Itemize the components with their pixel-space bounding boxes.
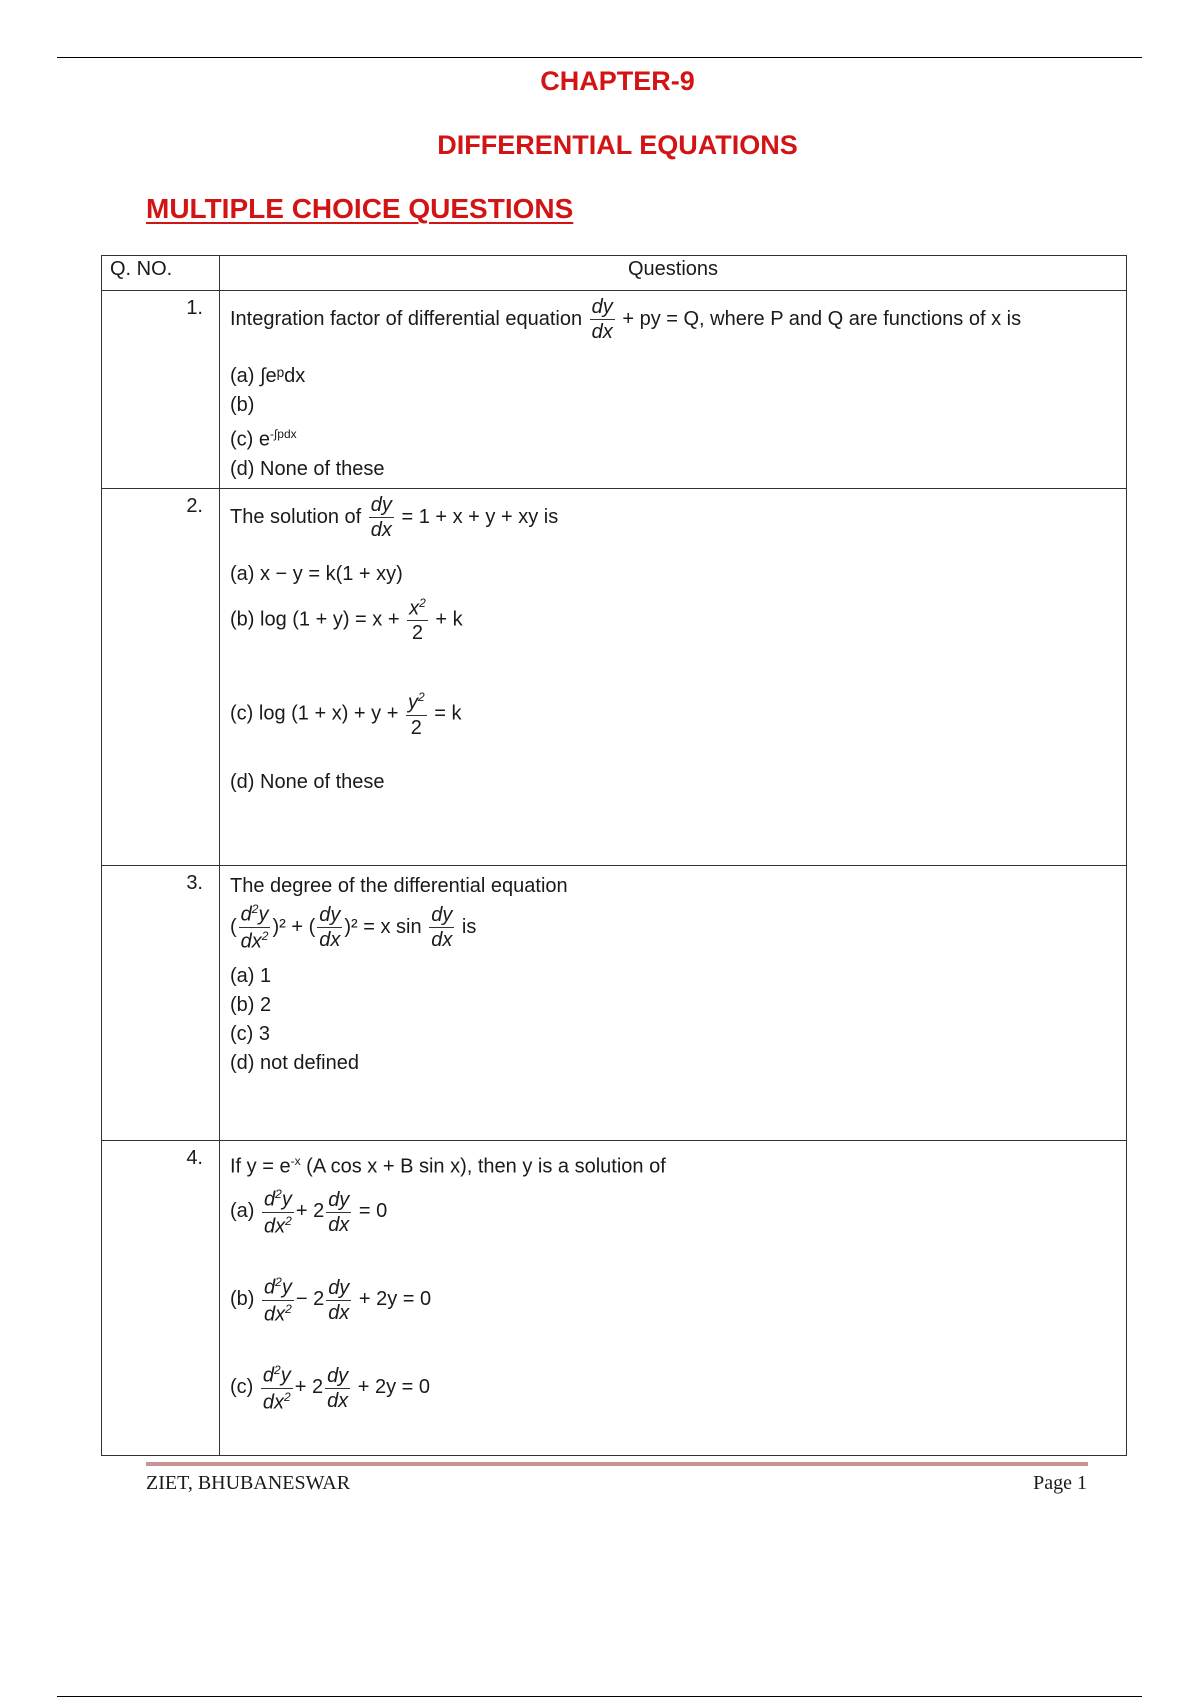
option-a: (a) x − y = k(1 + xy) (230, 562, 403, 585)
fraction: $\frac{d^2y}{dx^2}$ (264, 1274, 292, 1326)
option-b: (b) $\frac{d^2y}{dx^2}$ − 2 $\frac{dy}{dx}$ + 2y = 0 (230, 1274, 432, 1326)
qno-column-header: Q. NO. (102, 256, 220, 291)
question-text: The degree of the differential equation (230, 874, 568, 897)
questions-column-header: Questions (220, 256, 1127, 291)
option-b: (b) (230, 394, 255, 416)
question-body (220, 1140, 1127, 1455)
fraction: $\frac{dy}{dx}$ (327, 1364, 349, 1412)
question-number: 3. (102, 865, 220, 1140)
table-header-row (102, 256, 1127, 291)
fraction: $\frac{dy}{dx}$ (328, 1276, 350, 1324)
option-c: (c) $e^{-\int pdx}$ (230, 427, 297, 451)
question-text: The solution of $\frac{dy}{dx}$ = 1 + x + y + xy is (230, 493, 559, 541)
fraction: $\frac{d^2y}{dx^2}$ (240, 902, 269, 953)
option-d: (d) None of these (230, 457, 385, 480)
question-text: If $y = e^{-x}$ (A cos x + B sin x), then y is a solution of (230, 1153, 666, 1178)
option-a: (a) $\frac{d^2y}{dx^2}$ + 2 $\frac{dy}{dx}$ = 0 (230, 1186, 388, 1238)
question-body (220, 865, 1127, 1140)
fraction: $\frac{dy}{dx}$ (370, 493, 392, 541)
option-a: (a) ∫eᵖdx (230, 365, 306, 387)
fraction: $\frac{dy}{dx}$ (591, 296, 613, 343)
question-number: 2. (102, 488, 220, 865)
option-b: (b) 2 (230, 993, 272, 1016)
question-row-2 (102, 488, 1127, 865)
option-c: (c) $\frac{d^2y}{dx^2}$ + 2 $\frac{dy}{dx}$ + 2y = 0 (230, 1362, 431, 1414)
fraction: $\frac{dy}{dx}$ (319, 903, 341, 951)
question-row-1 (102, 291, 1127, 489)
question-number: 4. (102, 1140, 220, 1455)
fraction: $\frac{x^2}{2}$ (409, 595, 426, 645)
question-row-4 (102, 1140, 1127, 1455)
question-row-3 (102, 865, 1127, 1140)
section-heading: MULTIPLE CHOICE QUESTIONS (146, 193, 574, 224)
footer-page-number: Page 1 (1033, 1472, 1087, 1494)
question-number: 1. (102, 291, 220, 489)
questions-table (101, 255, 1127, 1456)
question-body (220, 488, 1127, 865)
fraction: $\frac{d^2y}{dx^2}$ (264, 1186, 292, 1238)
question-body (220, 291, 1127, 489)
top-rule (57, 57, 1142, 58)
chapter-heading: CHAPTER-9 (540, 66, 695, 96)
footer-institution: ZIET, BHUBANESWAR (146, 1472, 351, 1494)
footer-rule (146, 1462, 1088, 1466)
option-c: (c) log (1 + x) + y + $\frac{y^2}{2}$ = k (230, 690, 462, 739)
option-d: (d) not defined (230, 1051, 359, 1074)
bottom-rule (57, 1696, 1142, 1697)
fraction: $\frac{y^2}{2}$ (407, 690, 425, 739)
option-a: (a) 1 (230, 964, 272, 987)
option-b: (b) log (1 + y) = x + $\frac{x^2}{2}$ + k (230, 595, 463, 645)
option-d: (d) None of these (230, 770, 385, 793)
fraction: $\frac{d^2y}{dx^2}$ (262, 1362, 291, 1414)
fraction: $\frac{dy}{dx}$ (328, 1188, 350, 1236)
option-c: (c) 3 (230, 1022, 270, 1045)
fraction: $\frac{dy}{dx}$ (431, 903, 453, 951)
equation: ( $\frac{d^2y}{dx^2}$ )² + ( $\frac{dy}{dx}$ )² = x sin $\frac{dy}{dx}$ is (230, 902, 477, 953)
subject-heading: DIFFERENTIAL EQUATIONS (437, 130, 798, 160)
question-text: Integration factor of differential equation $\frac{dy}{dx}$ + py = Q, where P and Q are functions of x is (230, 296, 1022, 343)
